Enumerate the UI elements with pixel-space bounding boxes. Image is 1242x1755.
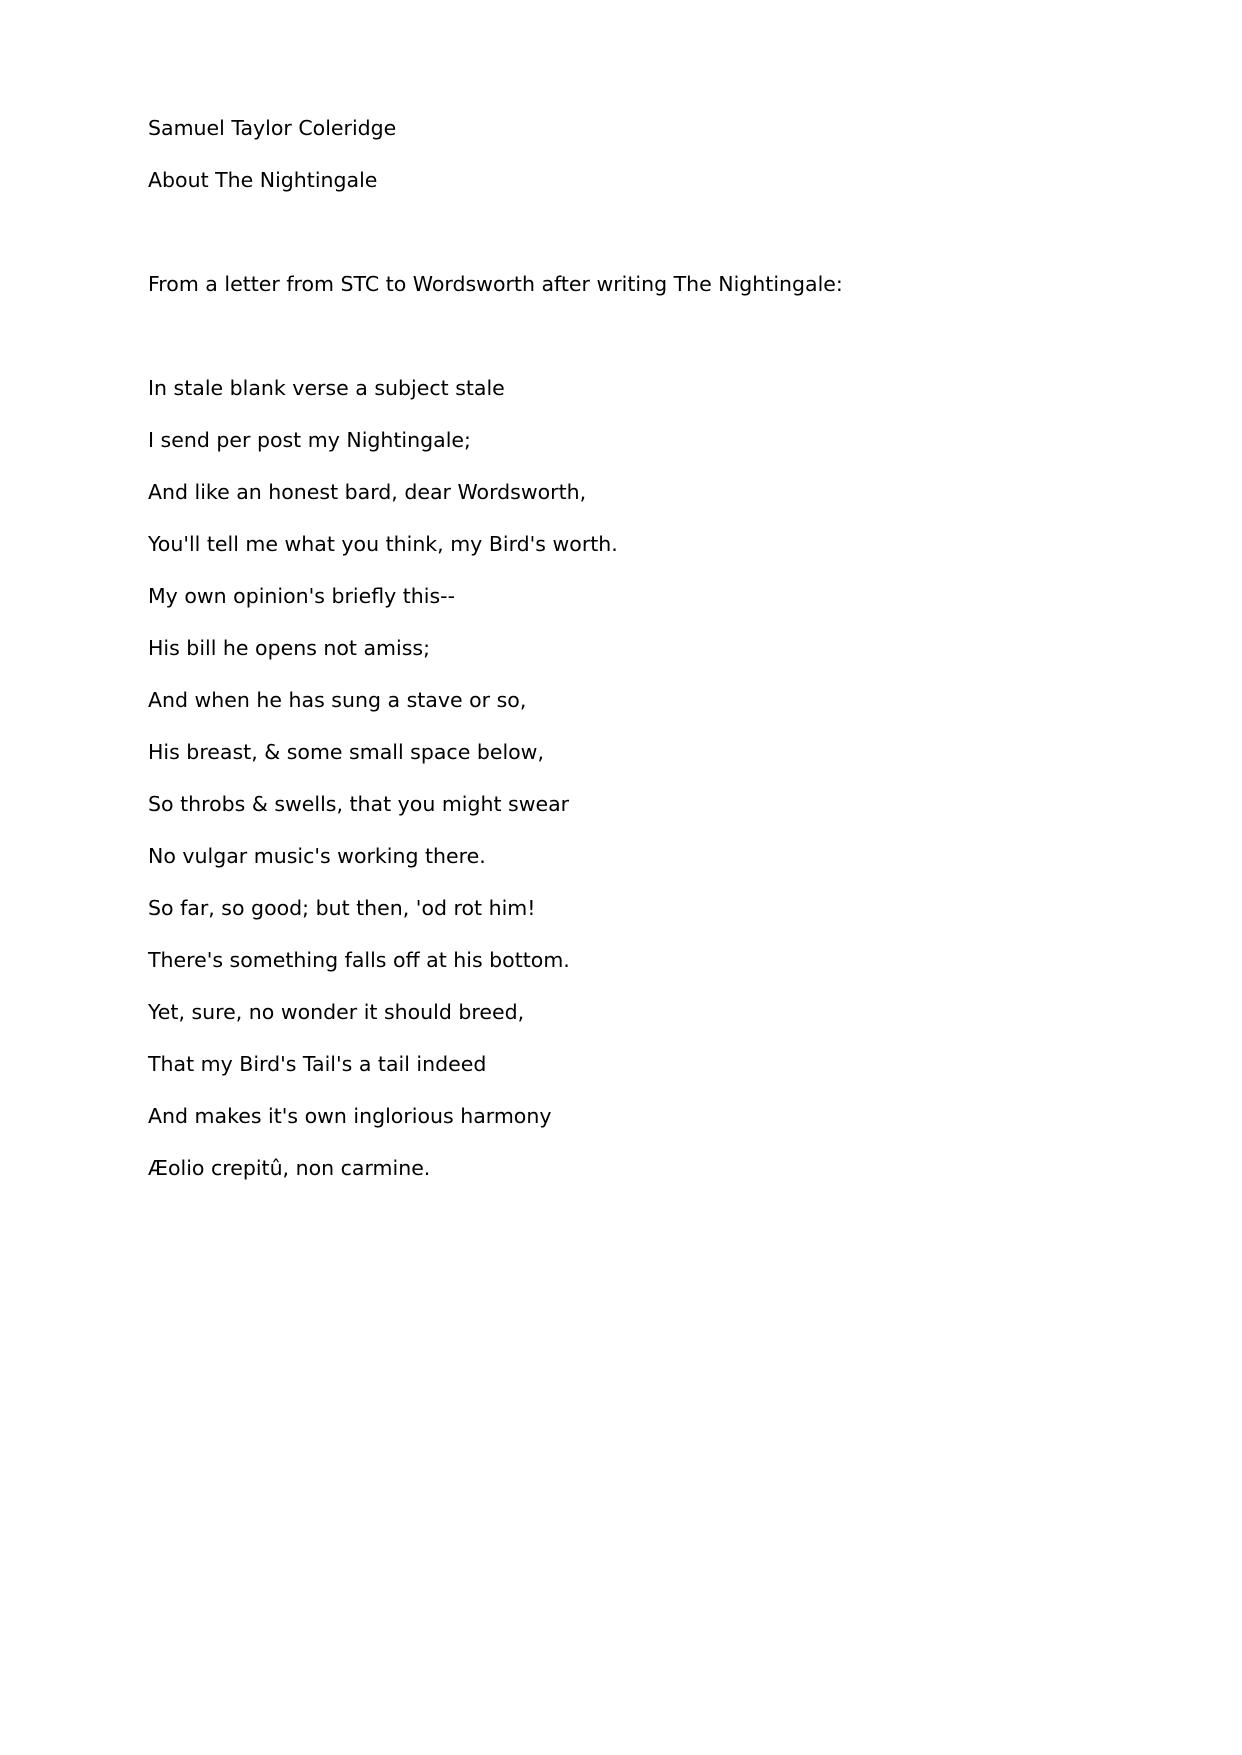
poem-line: And when he has sung a stave or so,	[148, 688, 527, 712]
document-body	[148, 114, 1148, 1206]
poem-line: My own opinion's briefly this--	[148, 584, 455, 608]
poem-line: His bill he opens not amiss;	[148, 636, 430, 660]
poem-line: I send per post my Nightingale;	[148, 428, 471, 452]
poem-line: His breast, & some small space below,	[148, 740, 544, 764]
poem	[148, 374, 1148, 1182]
poem-line: And like an honest bard, dear Wordsworth,	[148, 480, 587, 504]
poem-line: Yet, sure, no wonder it should breed,	[148, 1000, 525, 1024]
poem-line: No vulgar music's working there.	[148, 844, 486, 868]
poem-line: And makes it's own inglorious harmony	[148, 1104, 552, 1128]
document-title: About The Nightingale	[148, 168, 378, 192]
poem-line: That my Bird's Tail's a tail indeed	[148, 1052, 487, 1076]
intro-text: From a letter from STC to Wordsworth after writing The Nightingale:	[148, 272, 843, 296]
poem-line: So far, so good; but then, 'od rot him!	[148, 896, 536, 920]
poem-line: There's something falls off at his bottom.	[148, 948, 570, 972]
author-name: Samuel Taylor Coleridge	[148, 116, 397, 140]
poem-line: Æolio crepitû, non carmine.	[148, 1156, 431, 1180]
poem-line: In stale blank verse a subject stale	[148, 376, 505, 400]
poem-line: You'll tell me what you think, my Bird's worth.	[148, 532, 618, 556]
poem-line: So throbs & swells, that you might swear	[148, 792, 570, 816]
